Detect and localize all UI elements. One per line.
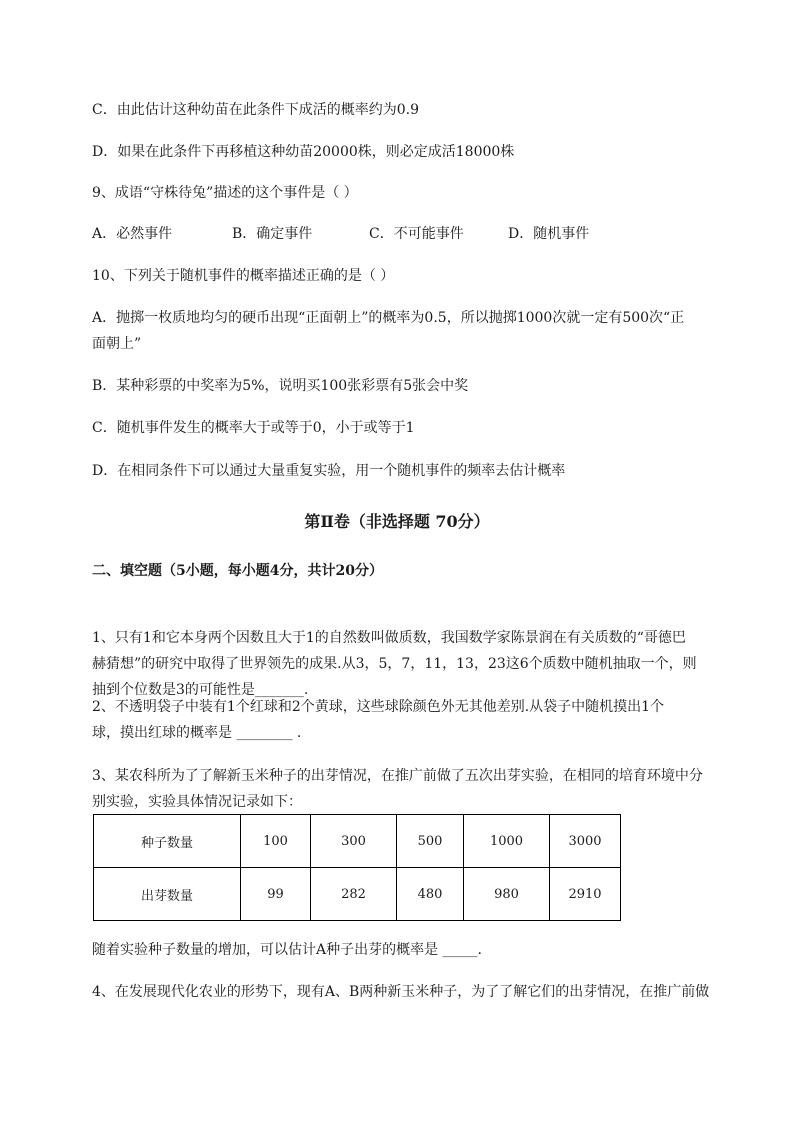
fill-3-line2: 别实验，实验具体情况记录如下： xyxy=(92,794,302,810)
q10-option-a-line1: A．抛掷一枚质地均匀的硬币出现“正面朝上”的概率为0.5，所以抛掷1000次就一定有500次“正 xyxy=(92,310,685,326)
part2-heading: 二、填空题（5小题，每小题4分，共计20分） xyxy=(92,563,383,579)
q9-option-c: C．不可能事件 xyxy=(369,226,464,242)
table-cell: 300 xyxy=(311,815,397,868)
q10-option-c: C．随机事件发生的概率大于或等于0，小于或等于1 xyxy=(92,420,415,436)
q9-option-b: B．确定事件 xyxy=(232,226,313,242)
q8-option-d: D．如果在此条件下再移植这种幼苗20000株，则必定成活18000株 xyxy=(92,144,515,160)
table-cell: 500 xyxy=(397,815,464,868)
q8-option-c: C．由此估计这种幼苗在此条件下成活的概率约为0.9 xyxy=(92,102,419,118)
fill-2-line1: 2、不透明袋子中装有1个红球和2个黄球，这些球除颜色外无其他差别.从袋子中随机摸出1个 xyxy=(92,699,665,715)
q9-option-d: D．随机事件 xyxy=(508,226,590,242)
row-label: 种子数量 xyxy=(94,815,241,868)
table-cell: 2910 xyxy=(550,868,621,921)
q10-option-a-line2: 面朝上” xyxy=(92,336,142,352)
table-cell: 99 xyxy=(241,868,311,921)
question-9: 9、成语“守株待兔”描述的这个事件是（ ） xyxy=(92,185,358,201)
question-10: 10、下列关于随机事件的概率描述正确的是（ ） xyxy=(92,268,395,284)
table-cell: 980 xyxy=(464,868,550,921)
table-row xyxy=(94,815,621,868)
germination-table xyxy=(93,814,621,921)
table-cell: 480 xyxy=(397,868,464,921)
row-label: 出芽数量 xyxy=(94,868,241,921)
fill-1-line3: 抽到个位数是3的可能性是_______. xyxy=(92,682,309,698)
table-cell: 282 xyxy=(311,868,397,921)
table-cell: 100 xyxy=(241,815,311,868)
section-title: 第Ⅱ卷（非选择题 70分） xyxy=(304,512,490,531)
fill-1-line2: 赫猜想”的研究中取得了世界领先的成果.从3，5，7，11，13，23这6个质数中随机抽取一个，则 xyxy=(92,656,697,672)
fill-2-line2: 球，摸出红球的概率是 ________ . xyxy=(92,725,302,741)
fill-1-line1: 1、只有1和它本身两个因数且大于1的自然数叫做质数，我国数学家陈景润在有关质数的“哥德巴 xyxy=(92,630,686,646)
fill-3-after-table: 随着实验种子数量的增加，可以估计A种子出芽的概率是 _____. xyxy=(92,942,483,958)
q9-option-a: A．必然事件 xyxy=(92,226,173,242)
fill-3-line1: 3、某农科所为了了解新玉米种子的出芽情况，在推广前做了五次出芽实验，在相同的培育环境中分 xyxy=(92,768,703,784)
table-row xyxy=(94,868,621,921)
q10-option-d: D．在相同条件下可以通过大量重复实验，用一个随机事件的频率去估计概率 xyxy=(92,463,566,479)
fill-4-line1: 4、在发展现代化农业的形势下，现有A、B两种新玉米种子，为了了解它们的出芽情况，在推广前做 xyxy=(92,984,710,1000)
table-cell: 3000 xyxy=(550,815,621,868)
q10-option-b: B．某种彩票的中奖率为5%，说明买100张彩票有5张会中奖 xyxy=(92,378,469,394)
table-cell: 1000 xyxy=(464,815,550,868)
